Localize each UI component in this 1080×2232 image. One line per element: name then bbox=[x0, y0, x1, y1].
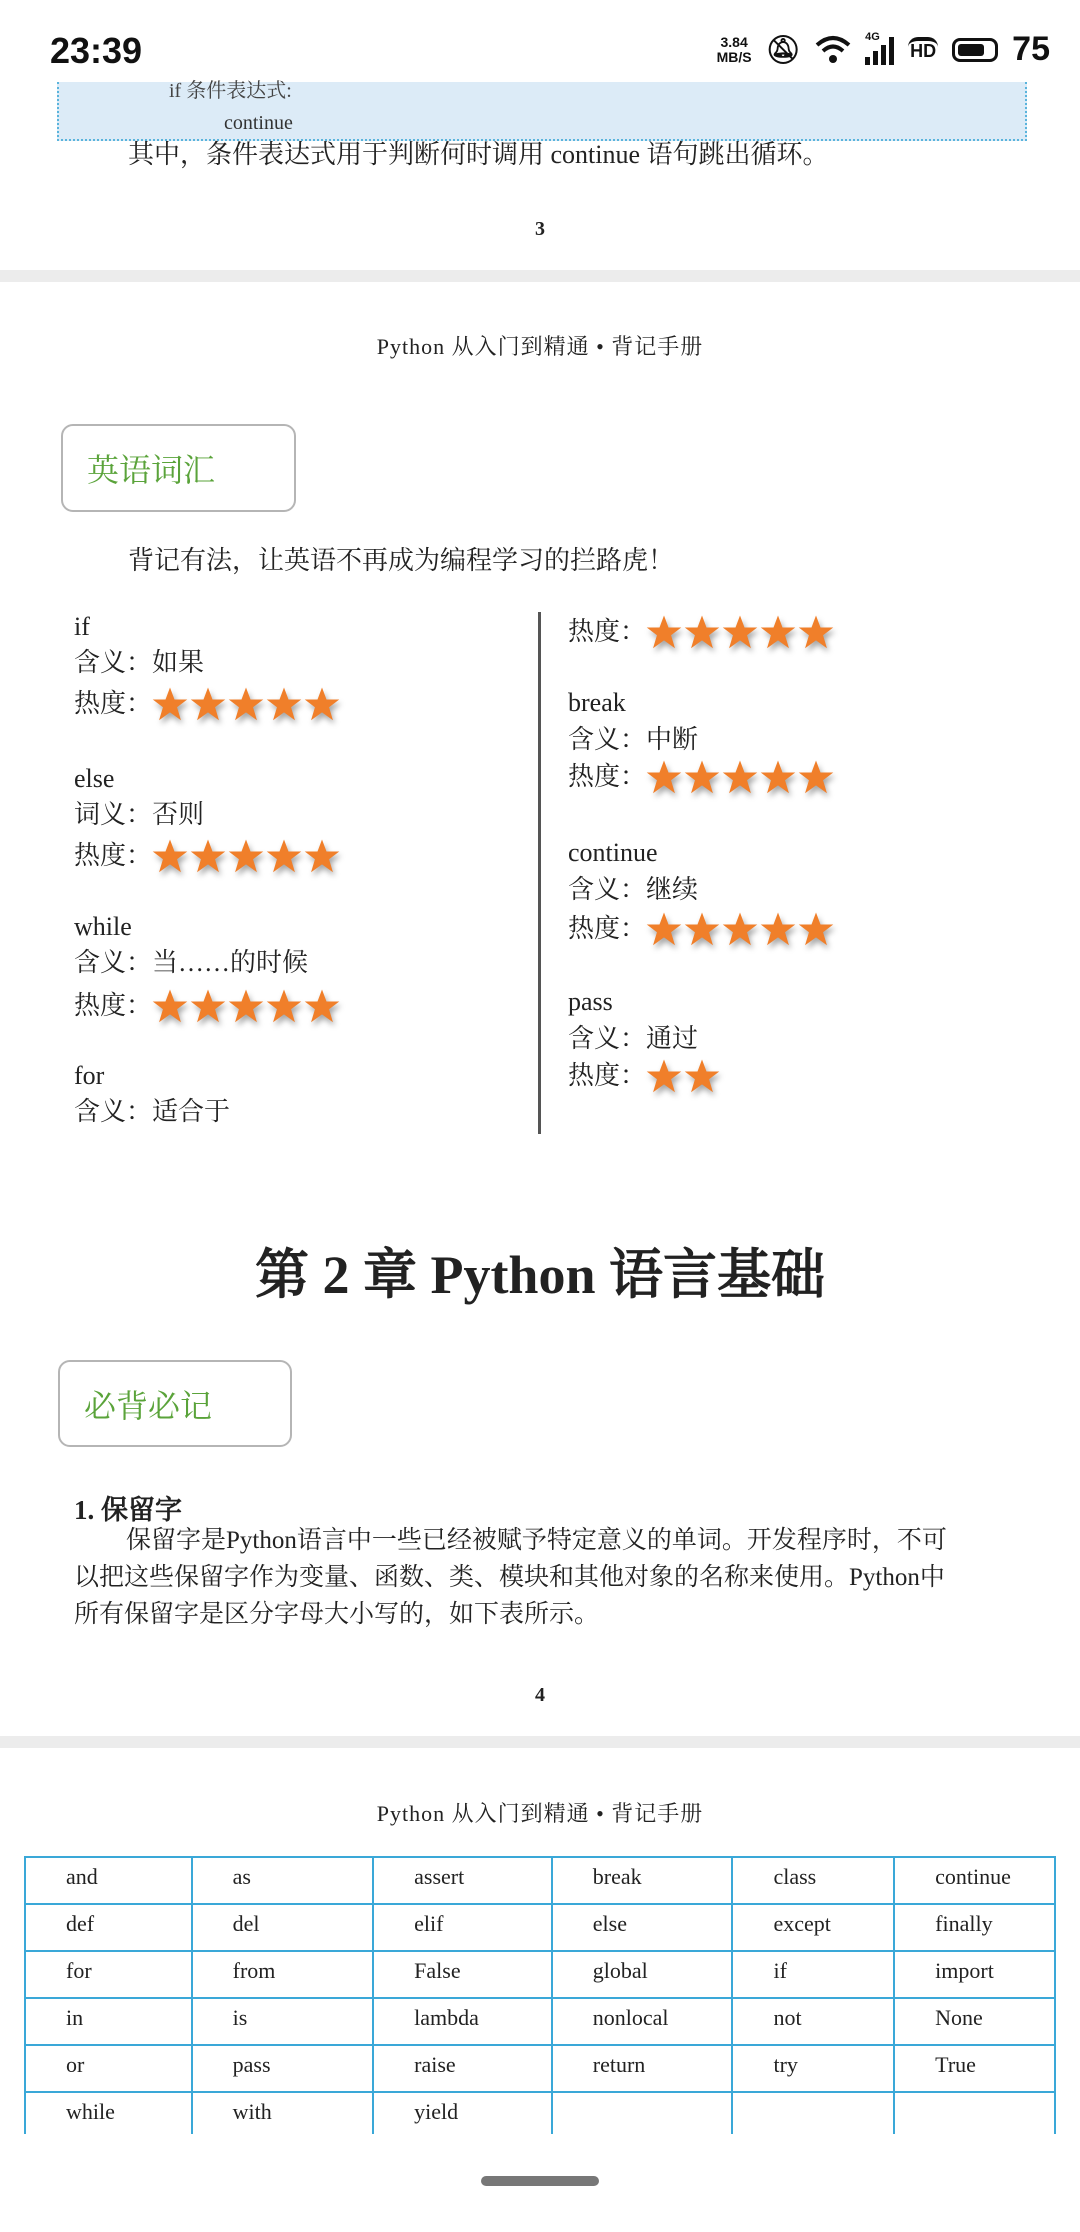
star-icon bbox=[266, 988, 302, 1024]
page-number: 4 bbox=[535, 1684, 545, 1706]
code-block bbox=[57, 82, 1027, 141]
keyword-cell: import bbox=[894, 1951, 1055, 1998]
star-icon bbox=[646, 911, 682, 947]
heat-label: 热度： bbox=[74, 841, 153, 870]
vocab-word: while bbox=[74, 912, 132, 941]
star-icon bbox=[760, 614, 796, 650]
vocab-word: continue bbox=[568, 838, 658, 867]
heat-label: 热度： bbox=[568, 762, 647, 791]
heat-row bbox=[74, 838, 340, 874]
star-icon bbox=[190, 686, 226, 722]
keyword-cell: else bbox=[552, 1904, 733, 1951]
keyword-cell: or bbox=[25, 2045, 192, 2092]
keyword-cell: for bbox=[25, 1951, 192, 1998]
section-paragraph bbox=[74, 1522, 1034, 1633]
star-icon bbox=[646, 759, 682, 795]
star-icon bbox=[798, 911, 834, 947]
vocab-word: else bbox=[74, 764, 115, 793]
keyword-cell bbox=[552, 2092, 733, 2139]
page-number: 3 bbox=[535, 218, 545, 240]
keyword-cell: try bbox=[732, 2045, 894, 2092]
vocab-meaning: 含义：继续 bbox=[568, 875, 699, 904]
heat-row bbox=[568, 614, 834, 650]
star-icon bbox=[646, 614, 682, 650]
keyword-cell: global bbox=[552, 1951, 733, 1998]
keyword-cell: True bbox=[894, 2045, 1055, 2092]
heat-rating bbox=[646, 759, 834, 795]
heat-label: 热度： bbox=[74, 991, 153, 1020]
battery-level: 75 bbox=[1012, 30, 1050, 68]
star-icon bbox=[190, 988, 226, 1024]
heat-label: 热度： bbox=[568, 914, 647, 943]
vocab-intro: 背记有法，让英语不再成为编程学习的拦路虎！ bbox=[128, 546, 675, 575]
heat-row bbox=[568, 1058, 720, 1094]
vocab-meaning: 含义：当……的时候 bbox=[74, 948, 309, 977]
page-separator bbox=[0, 270, 1080, 282]
star-icon bbox=[304, 988, 340, 1024]
keyword-cell: del bbox=[192, 1904, 374, 1951]
running-header: Python 从入门到精通 • 背记手册 bbox=[376, 1801, 704, 1826]
section-title: 1. 保留字 bbox=[74, 1495, 182, 1525]
keyword-cell: from bbox=[192, 1951, 374, 1998]
keyword-cell: pass bbox=[192, 2045, 374, 2092]
vocab-word: pass bbox=[568, 987, 613, 1016]
keyword-cell: as bbox=[192, 1857, 374, 1904]
star-icon bbox=[798, 614, 834, 650]
keyword-cell: not bbox=[732, 1998, 894, 2045]
heat-row bbox=[568, 911, 834, 947]
vocab-meaning: 含义：中断 bbox=[568, 725, 699, 754]
star-icon bbox=[684, 1058, 720, 1094]
keyword-cell: and bbox=[25, 1857, 192, 1904]
keyword-cell: def bbox=[25, 1904, 192, 1951]
heat-row bbox=[74, 988, 340, 1024]
star-icon bbox=[684, 759, 720, 795]
keyword-cell: None bbox=[894, 1998, 1055, 2045]
star-icon bbox=[228, 686, 264, 722]
network-speed bbox=[717, 35, 752, 65]
star-icon bbox=[684, 614, 720, 650]
battery-icon bbox=[952, 38, 998, 62]
keyword-cell: nonlocal bbox=[552, 1998, 733, 2045]
paragraph-line: 所有保留字是区分字母大小写的，如下表所示。 bbox=[74, 1601, 600, 1628]
star-icon bbox=[646, 1058, 682, 1094]
vocab-word: if bbox=[74, 612, 90, 641]
table-row bbox=[25, 1951, 1055, 1998]
star-icon bbox=[760, 911, 796, 947]
signal-icon bbox=[865, 30, 894, 65]
heat-rating bbox=[152, 686, 340, 722]
vocab-word: break bbox=[568, 688, 626, 717]
keyword-cell: with bbox=[192, 2092, 374, 2139]
keyword-cell: if bbox=[732, 1951, 894, 1998]
heat-row bbox=[74, 686, 340, 722]
star-icon bbox=[684, 911, 720, 947]
keyword-cell bbox=[894, 2092, 1055, 2139]
table-row bbox=[25, 2045, 1055, 2092]
star-icon bbox=[304, 686, 340, 722]
home-gesture-bar[interactable] bbox=[481, 2176, 599, 2186]
page-separator bbox=[0, 1736, 1080, 1748]
code-line: if 条件表达式: bbox=[169, 80, 292, 102]
star-icon bbox=[266, 838, 302, 874]
keywords-table bbox=[24, 1856, 1056, 2140]
keyword-cell: lambda bbox=[373, 1998, 552, 2045]
heat-label: 热度： bbox=[74, 689, 153, 718]
paragraph-line: 保留字是Python语言中一些已经被赋予特定意义的单词。开发程序时，不可 bbox=[126, 1527, 947, 1554]
heat-label: 热度： bbox=[568, 617, 647, 646]
keyword-cell: except bbox=[732, 1904, 894, 1951]
net-speed-value: 3.84 bbox=[720, 33, 748, 50]
keyword-cell: elif bbox=[373, 1904, 552, 1951]
keyword-cell: continue bbox=[894, 1857, 1055, 1904]
star-icon bbox=[228, 988, 264, 1024]
keyword-cell: yield bbox=[373, 2092, 552, 2139]
code-line: continue bbox=[224, 112, 293, 134]
signal-label: 4G bbox=[865, 30, 880, 43]
table-row bbox=[25, 1857, 1055, 1904]
keyword-cell: raise bbox=[373, 2045, 552, 2092]
keyword-cell: while bbox=[25, 2092, 192, 2139]
status-time: 23:39 bbox=[50, 30, 143, 71]
heat-rating bbox=[646, 911, 834, 947]
status-icons bbox=[717, 30, 1050, 69]
star-icon bbox=[722, 759, 758, 795]
keyword-cell: class bbox=[732, 1857, 894, 1904]
heat-rating bbox=[152, 838, 340, 874]
table-row bbox=[25, 1998, 1055, 2045]
keyword-cell: assert bbox=[373, 1857, 552, 1904]
column-divider bbox=[538, 612, 541, 1134]
heat-rating bbox=[646, 1058, 720, 1094]
keyword-cell: is bbox=[192, 1998, 374, 2045]
star-icon bbox=[304, 838, 340, 874]
heat-rating bbox=[152, 988, 340, 1024]
vocab-meaning: 词义：否则 bbox=[74, 800, 205, 829]
paragraph-line: 以把这些保留字作为变量、函数、类、模块和其他对象的名称来使用。Python中 bbox=[74, 1564, 945, 1591]
star-icon bbox=[722, 911, 758, 947]
heat-rating bbox=[646, 614, 834, 650]
star-icon bbox=[190, 838, 226, 874]
keyword-cell: finally bbox=[894, 1904, 1055, 1951]
vocab-meaning: 含义：如果 bbox=[74, 648, 205, 677]
must-remember-tag: 必背必记 bbox=[58, 1360, 292, 1447]
star-icon bbox=[152, 838, 188, 874]
star-icon bbox=[152, 988, 188, 1024]
running-header: Python 从入门到精通 • 背记手册 bbox=[376, 334, 704, 359]
star-icon bbox=[266, 686, 302, 722]
keyword-cell: False bbox=[373, 1951, 552, 1998]
star-icon bbox=[722, 614, 758, 650]
vocab-word: for bbox=[74, 1061, 105, 1090]
star-icon bbox=[152, 686, 188, 722]
vocab-tag: 英语词汇 bbox=[61, 424, 296, 512]
table-row bbox=[25, 2092, 1055, 2139]
star-icon bbox=[760, 759, 796, 795]
mute-bell-icon: 🔕︎ bbox=[765, 34, 802, 65]
table-row bbox=[25, 1904, 1055, 1951]
star-icon bbox=[798, 759, 834, 795]
keyword-cell: return bbox=[552, 2045, 733, 2092]
paragraph: 其中，条件表达式用于判断何时调用 continue 语句跳出循环。 bbox=[128, 140, 829, 169]
chapter-title: 第 2 章 Python 语言基础 bbox=[254, 1245, 826, 1305]
wifi-icon bbox=[815, 35, 851, 65]
heat-label: 热度： bbox=[568, 1061, 647, 1090]
keyword-cell: in bbox=[25, 1998, 192, 2045]
heat-row bbox=[568, 759, 834, 795]
vocab-meaning: 含义：通过 bbox=[568, 1024, 699, 1053]
net-speed-unit: MB/S bbox=[716, 48, 752, 65]
keyword-cell bbox=[732, 2092, 894, 2139]
keyword-cell: break bbox=[552, 1857, 733, 1904]
star-icon bbox=[228, 838, 264, 874]
hd-voice-icon: HD bbox=[908, 37, 938, 62]
vocab-meaning: 含义：适合于 bbox=[74, 1097, 231, 1126]
